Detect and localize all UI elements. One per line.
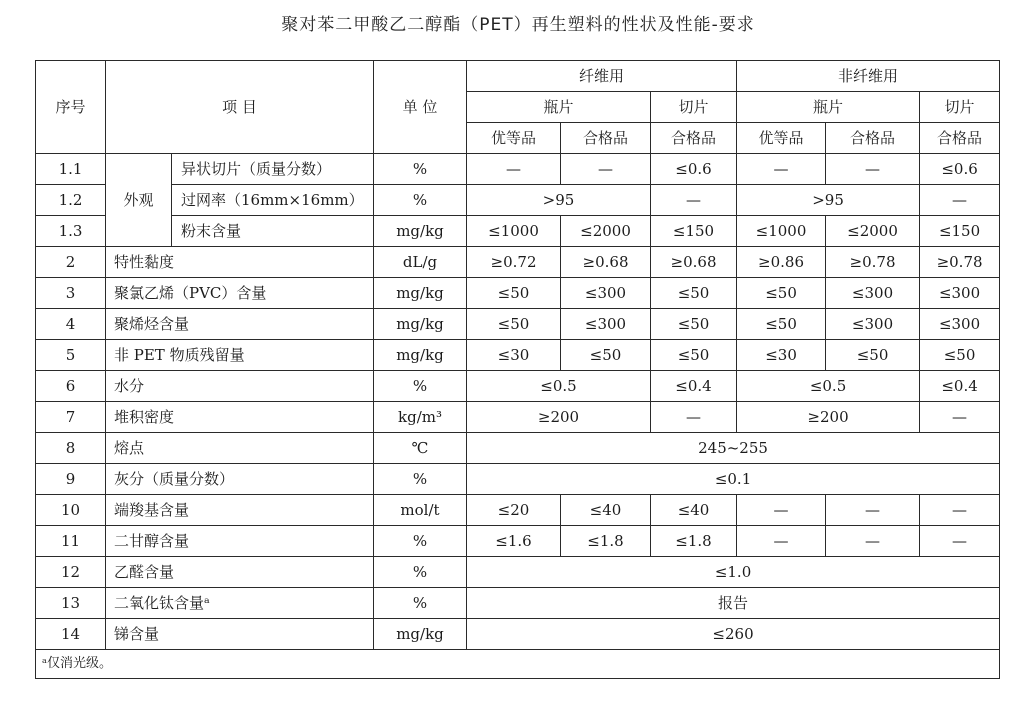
value-cell: ≤50 <box>737 309 826 340</box>
table-title: 聚对苯二甲酸乙二醇酯（PET）再生塑料的性状及性能-要求 <box>281 15 755 35</box>
footnote-row <box>36 650 1000 679</box>
value-cell: ≤50 <box>651 278 737 309</box>
value-cell: ≥200 <box>737 402 920 433</box>
value-cell: ≤0.1 <box>467 464 1000 495</box>
value-cell: ≤0.6 <box>651 154 737 185</box>
header-fiber: 纤维用 <box>467 61 737 92</box>
value-cell: ≤50 <box>467 309 561 340</box>
row-unit: ℃ <box>374 433 467 464</box>
value-cell: ≤0.6 <box>920 154 1000 185</box>
table-row <box>36 371 1000 402</box>
value-cell: ≤0.5 <box>737 371 920 402</box>
row-no: 2 <box>36 247 106 278</box>
row-item: 端羧基含量 <box>106 495 374 526</box>
value-cell: ≤50 <box>561 340 651 371</box>
row-item: 粉末含量 <box>172 216 374 247</box>
table-row <box>36 154 1000 185</box>
value-cell: ≤2000 <box>561 216 651 247</box>
row-no: 12 <box>36 557 106 588</box>
row-item: 聚氯乙烯（PVC）含量 <box>106 278 374 309</box>
table-row <box>36 278 1000 309</box>
table-row <box>36 588 1000 619</box>
row-no: 1.1 <box>36 154 106 185</box>
table-row <box>36 216 1000 247</box>
appearance-label: 外观 <box>106 154 172 247</box>
row-item: 二氧化钛含量ᵃ <box>106 588 374 619</box>
row-unit: % <box>374 464 467 495</box>
header-row-1 <box>36 61 1000 92</box>
value-cell: ≤1.0 <box>467 557 1000 588</box>
row-item: 乙醛含量 <box>106 557 374 588</box>
value-cell: ≤2000 <box>826 216 920 247</box>
value-cell: ≤1.8 <box>651 526 737 557</box>
table-row <box>36 340 1000 371</box>
header-grade: 合格品 <box>826 123 920 154</box>
value-cell: — <box>826 495 920 526</box>
row-no: 13 <box>36 588 106 619</box>
value-cell: >95 <box>737 185 920 216</box>
row-no: 5 <box>36 340 106 371</box>
header-nonfiber: 非纤维用 <box>737 61 1000 92</box>
row-no: 9 <box>36 464 106 495</box>
value-cell: ≤50 <box>920 340 1000 371</box>
value-cell: — <box>826 526 920 557</box>
footnote: ᵃ仅消光级。 <box>36 650 1000 679</box>
value-cell: ≤300 <box>920 278 1000 309</box>
value-cell: ≤300 <box>920 309 1000 340</box>
row-unit: mg/kg <box>374 216 467 247</box>
header-grade: 合格品 <box>651 123 737 154</box>
row-unit: % <box>374 526 467 557</box>
row-no: 1.2 <box>36 185 106 216</box>
row-unit: % <box>374 154 467 185</box>
value-cell: ≤0.5 <box>467 371 651 402</box>
value-cell: 245~255 <box>467 433 1000 464</box>
value-cell: — <box>561 154 651 185</box>
header-nonfiber-bottle: 瓶片 <box>737 92 920 123</box>
table-row <box>36 433 1000 464</box>
value-cell: ≤20 <box>467 495 561 526</box>
value-cell: ≤150 <box>651 216 737 247</box>
row-unit: mg/kg <box>374 278 467 309</box>
row-unit: % <box>374 557 467 588</box>
row-no: 4 <box>36 309 106 340</box>
row-unit: mg/kg <box>374 619 467 650</box>
table-row <box>36 309 1000 340</box>
value-cell: ≤1000 <box>467 216 561 247</box>
value-cell: ≥0.78 <box>826 247 920 278</box>
value-cell: ≤40 <box>651 495 737 526</box>
value-cell: ≤50 <box>651 309 737 340</box>
table-row <box>36 464 1000 495</box>
value-cell: ≥0.78 <box>920 247 1000 278</box>
row-unit: % <box>374 588 467 619</box>
row-no: 7 <box>36 402 106 433</box>
value-cell: — <box>920 185 1000 216</box>
value-cell: — <box>737 154 826 185</box>
row-unit: mg/kg <box>374 340 467 371</box>
row-item: 聚烯烃含量 <box>106 309 374 340</box>
value-cell: — <box>920 526 1000 557</box>
row-no: 6 <box>36 371 106 402</box>
value-cell: ≤300 <box>826 278 920 309</box>
header-unit: 单 位 <box>374 61 467 154</box>
row-unit: dL/g <box>374 247 467 278</box>
value-cell: ≤0.4 <box>651 371 737 402</box>
row-unit: % <box>374 185 467 216</box>
value-cell: ≤300 <box>826 309 920 340</box>
value-cell: ≤50 <box>826 340 920 371</box>
row-no: 11 <box>36 526 106 557</box>
value-cell: ≤150 <box>920 216 1000 247</box>
row-no: 3 <box>36 278 106 309</box>
row-unit: mg/kg <box>374 309 467 340</box>
header-grade: 优等品 <box>467 123 561 154</box>
row-no: 10 <box>36 495 106 526</box>
value-cell: ≤0.4 <box>920 371 1000 402</box>
value-cell: ≤1000 <box>737 216 826 247</box>
value-cell: — <box>651 402 737 433</box>
row-no: 14 <box>36 619 106 650</box>
value-cell: ≤50 <box>737 278 826 309</box>
row-item: 特性黏度 <box>106 247 374 278</box>
value-cell: ≥200 <box>467 402 651 433</box>
value-cell: ≤50 <box>651 340 737 371</box>
pet-spec-table <box>35 60 1000 679</box>
value-cell: ≤260 <box>467 619 1000 650</box>
row-item: 灰分（质量分数） <box>106 464 374 495</box>
header-item: 项 目 <box>106 61 374 154</box>
table-row <box>36 526 1000 557</box>
value-cell: ≤1.8 <box>561 526 651 557</box>
value-cell: ≥0.68 <box>651 247 737 278</box>
row-item: 堆积密度 <box>106 402 374 433</box>
value-cell: — <box>737 495 826 526</box>
row-item: 异状切片（质量分数） <box>172 154 374 185</box>
table-row <box>36 185 1000 216</box>
row-item: 二甘醇含量 <box>106 526 374 557</box>
value-cell: >95 <box>467 185 651 216</box>
value-cell: — <box>467 154 561 185</box>
row-item: 水分 <box>106 371 374 402</box>
header-grade: 合格品 <box>561 123 651 154</box>
row-item: 过网率（16mm×16mm） <box>172 185 374 216</box>
row-unit: mol/t <box>374 495 467 526</box>
header-fiber-bottle: 瓶片 <box>467 92 651 123</box>
value-cell: ≥0.86 <box>737 247 826 278</box>
table-row <box>36 402 1000 433</box>
table-row <box>36 495 1000 526</box>
value-cell: ≤300 <box>561 309 651 340</box>
value-cell: — <box>826 154 920 185</box>
table-row <box>36 247 1000 278</box>
header-nonfiber-chip: 切片 <box>920 92 1000 123</box>
header-grade: 优等品 <box>737 123 826 154</box>
row-no: 1.3 <box>36 216 106 247</box>
header-grade: 合格品 <box>920 123 1000 154</box>
value-cell: ≤30 <box>467 340 561 371</box>
value-cell: ≤50 <box>467 278 561 309</box>
header-fiber-chip: 切片 <box>651 92 737 123</box>
row-item: 非 PET 物质残留量 <box>106 340 374 371</box>
row-unit: kg/m³ <box>374 402 467 433</box>
row-unit: % <box>374 371 467 402</box>
value-cell: — <box>920 402 1000 433</box>
header-no: 序号 <box>36 61 106 154</box>
row-item: 锑含量 <box>106 619 374 650</box>
row-no: 8 <box>36 433 106 464</box>
table-row <box>36 557 1000 588</box>
table-row <box>36 619 1000 650</box>
value-cell: — <box>651 185 737 216</box>
value-cell: 报告 <box>467 588 1000 619</box>
value-cell: ≥0.68 <box>561 247 651 278</box>
row-item: 熔点 <box>106 433 374 464</box>
value-cell: ≤40 <box>561 495 651 526</box>
value-cell: ≤300 <box>561 278 651 309</box>
value-cell: ≤1.6 <box>467 526 561 557</box>
value-cell: — <box>920 495 1000 526</box>
value-cell: — <box>737 526 826 557</box>
value-cell: ≥0.72 <box>467 247 561 278</box>
value-cell: ≤30 <box>737 340 826 371</box>
